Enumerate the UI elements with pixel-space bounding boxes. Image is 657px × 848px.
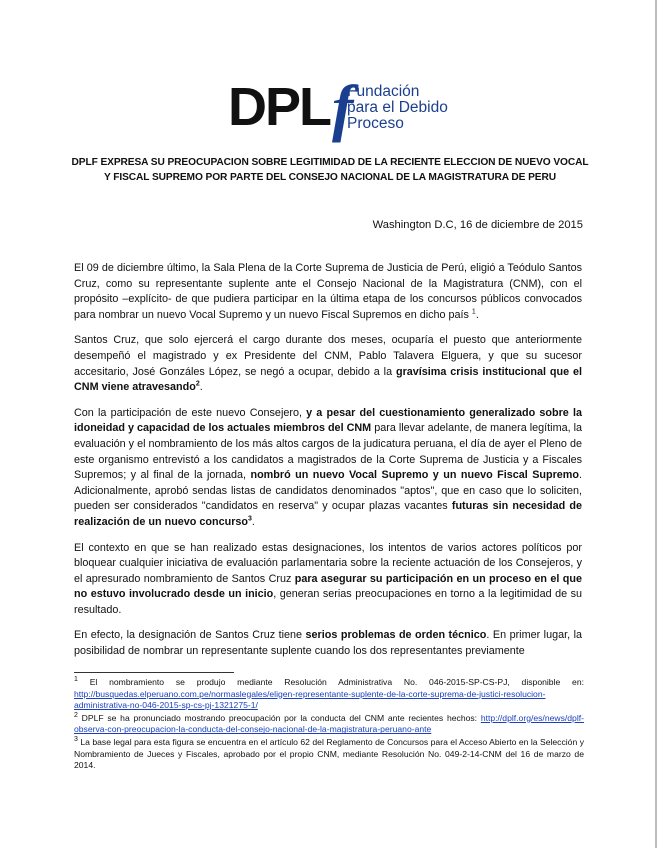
text: Con la participación de este nuevo Consejero,	[74, 406, 307, 419]
paragraph-4	[74, 541, 582, 619]
text: . Adicionalmente, aprobó sendas listas de candidatos denominados "aptos", que en caso que lo soliciten, pueden ser considerados "candidatos en reserva" y ocupar plazas vacantes	[74, 469, 582, 513]
footnote-1	[74, 677, 584, 712]
footnote-text: DPLF se ha pronunciado mostrando preocupación por la conducta del CNM ante recientes hechos:	[77, 712, 481, 723]
footnote-number: 3	[74, 736, 78, 744]
text: .	[251, 515, 255, 528]
footnote-ref-1[interactable]: 1	[471, 308, 476, 316]
footnote-2-link[interactable]: http://dplf.org/es/news/dplf-observa-con-preocupacion-la-conducta-del-consejo-nacional-de-la-magistratura-peruano-ante	[74, 712, 584, 735]
footnote-text: El nombramiento se produjo mediante Resolución Administrativa No. 046-2015-SP-CS-PJ, disponible en:	[77, 677, 584, 687]
paragraph-1	[74, 261, 582, 323]
paragraph-5	[74, 628, 582, 659]
logo-f-glyph: f	[332, 72, 354, 143]
footnotes	[74, 677, 584, 773]
text: .	[199, 381, 203, 394]
dplf-logo	[228, 72, 448, 143]
paragraph-2	[74, 333, 582, 395]
footnote-text: La base legal para esta figura se encuentra en el artículo 62 del Reglamento de Concursos para el Acceso Abierto en la Selección y Nombramiento de Jueces y Fiscales, aprobado por el propio CNM, mediante Resolución No. 049-2-14-CNM del 16 de marzo de 2014.	[74, 736, 584, 771]
footnote-ref-2[interactable]: 2	[195, 380, 200, 388]
text: .	[475, 308, 479, 321]
logo-mark: DPL	[228, 77, 330, 137]
text: , generan serias preocupaciones en torno a la legitimidad de su resultado.	[74, 588, 582, 616]
text: En efecto, la designación de Santos Cruz tiene	[74, 629, 306, 642]
document-title	[70, 155, 590, 185]
logo-line-1: Fundación	[347, 83, 420, 100]
bold-text: serios problemas de orden técnico	[305, 629, 487, 642]
dateline: Washington D.C, 16 de diciembre de 2015	[372, 219, 583, 231]
logo-line-3: Proceso	[347, 115, 404, 132]
footnote-1-link[interactable]: http://busquedas.elperuano.com.pe/normaslegales/eligen-representante-suplente-de-la-corte-suprema-de-justici-resolucion-administrativa-no-046-2015-sp-cs-pj-1321275-1/	[74, 688, 546, 711]
footnote-2	[74, 713, 584, 736]
bold-text: y a pesar del cuestionamiento generalizado sobre la idoneidad y capacidad de los actuales miembros del CNM	[74, 406, 582, 435]
footnote-3	[74, 737, 584, 772]
bold-text: nombró un nuevo Vocal Supremo y un nuevo Fiscal Supremo	[250, 469, 579, 482]
footnote-divider	[74, 672, 234, 673]
footnote-number: 1	[74, 676, 78, 684]
text: El 09 de diciembre último, la Sala Plena de la Corte Suprema de Justicia de Perú, eligió a Teódulo Santos Cruz, como su representante suplente ante el Consejo Nacional de la Magistratura (CNM), con el propósito –explícito- de que pudiera participar en la última etapa de los concursos públicos convocados para nombrar un nuevo Vocal Supremo y un nuevo Fiscal Supremos en dicho país	[74, 262, 582, 321]
bold-text: para asegurar su participación en un proceso en el que no estuvo involucrado desde un inicio	[74, 572, 582, 601]
text: . En primer lugar, la posibilidad de nombrar un representante suplente cuando los dos representantes previamente	[74, 629, 582, 658]
logo-text	[347, 84, 448, 132]
title-line-2: Y FISCAL SUPREMO POR PARTE DEL CONSEJO NACIONAL DE LA MAGISTRATURA DE PERU	[103, 172, 557, 183]
footnote-ref-3[interactable]: 3	[248, 515, 252, 523]
text: El contexto en que se han realizado estas designaciones, los intentos de varios actores políticos por bloquear cualquier iniciativa de evaluación parlamentaria sobre la reciente actuación de los Consejeros, y el apresurado nombramiento de Santos Cruz	[74, 541, 582, 585]
bold-text: gravísima crisis institucional que el CNM viene atravesando	[74, 365, 582, 394]
text: para llevar adelante, de manera legítima, la evaluación y el nombramiento de los más altos cargos de la judicatura peruana, el día de ayer el Pleno de este organismo entrevistó a los candidatos a magistrados de la Corte Suprema de Justicia y a Fiscales Supremos; y al final de la jornada,	[74, 422, 583, 482]
footnote-number: 2	[74, 711, 78, 719]
logo-line-2: para el Debido	[347, 99, 448, 116]
document-body	[74, 261, 582, 670]
text: Santos Cruz, que solo ejercerá el cargo durante dos meses, ocuparía el puesto que anteriormente desempeñó el magistrado y ex Presidente del CNM, Pablo Talavera Elguera, y que su sucesor accesitario, José Gonzáles López, se negó a ocupar, debido a la	[74, 334, 582, 378]
paragraph-3	[74, 406, 582, 531]
bold-text: futuras sin necesidad de realización de un nuevo concurso	[74, 500, 582, 528]
title-line-1: DPLF EXPRESA SU PREOCUPACION SOBRE LEGITIMIDAD DE LA RECIENTE ELECCION DE NUEVO VOCAL	[71, 157, 589, 168]
